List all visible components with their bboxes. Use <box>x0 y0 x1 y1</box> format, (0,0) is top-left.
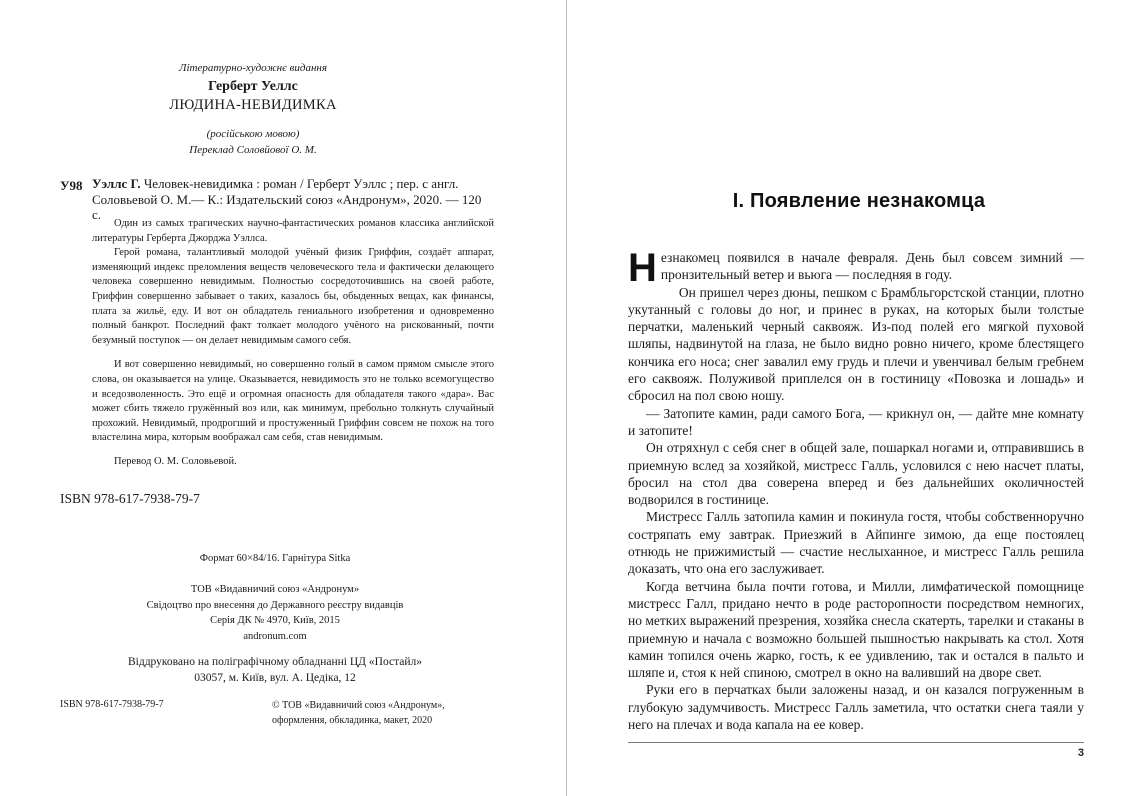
publisher-website: andronum.com <box>243 630 307 642</box>
chapter-title: I. Появление незнакомца <box>732 190 986 212</box>
copyright-notice <box>272 699 502 728</box>
format-line: Формат 60×84/16. Гарнітура Sitka <box>199 553 351 564</box>
catalog-text: Человек-невидимка : роман / Герберт Уэллс ; пер. с англ. Соловьевой О. М.— К.: Издательский союз «Андронум», 2020. — 120 с. <box>92 176 482 222</box>
text-paragraph: — Затопите камин, ради самого Бога, — крикнул он, — дайте мне комнату и затопите! <box>628 405 1084 438</box>
printer-line: Віддруковано на поліграфічному обладнанні ЦД «Постайл» <box>127 656 423 668</box>
footer-rule <box>628 742 1084 743</box>
drop-cap: Н <box>628 246 657 290</box>
text-paragraph: Мистресс Галль затопила камин и покинула гостя, чтобы собственноручно состряпать ему завтрак. Приезжий в Айпинге зимою, да еще постоялец отнюдь не прижимистый — счастие неслыханное, и мистресс Галль решила доказать, что она его заслуживает. <box>628 509 1084 577</box>
printer-info <box>60 654 490 686</box>
copyright-line: © ТОВ «Видавничий союз «Андронум», <box>272 700 445 711</box>
isbn-footer: ISBN 978-617-7938-79-7 <box>60 699 164 710</box>
udk-code: У98 <box>60 178 83 193</box>
first-paragraph-text: езнакомец появился в начале февраля. День был совсем зимний — пронзительный ветер и вьюга — последняя в году. <box>660 250 1084 283</box>
printer-address: 03057, м. Київ, вул. А. Цедіка, 12 <box>194 672 356 684</box>
book-title: ЛЮДИНА-НЕВИДИМКА <box>169 97 337 113</box>
text-paragraph: Он отряхнул с себя снег в общей зале, пошаркал ногами и, отправившись в приемную вслед за хозяйкой, мистресс Галль, условился с нею насчет платы, бросил на стол два соверена вперед и без дальнейших околичностей водворился в гостинице. <box>628 440 1084 508</box>
text-paragraph: Когда ветчина была почти готова, и Милли, лимфатической помощнице мистресс Галл, придано нечто в роде расторопности посредством немногих, но метких выражений презрения, хозяйка снесла скатерть, тарелки и стаканы в приемную и начала с возможно большей пышностью накрывать ка стол. Хотя камин топился очень жарко, гость, к ее удивлению, так и остался в пальто и шляпе и, стоя к ней спиною, смотрел в окно на валивший на дворе свет. <box>628 578 1084 681</box>
publisher-line: Свідоцтво про внесення до Державного реєстру видавців <box>146 599 404 611</box>
translator-note: Перевод О. М. Соловьевой. <box>114 455 237 467</box>
chapter-page <box>567 0 1130 796</box>
page-number: 3 <box>1077 747 1084 759</box>
catalog-record <box>92 176 492 223</box>
translation-credit: Переклад Соловйової О. М. <box>189 144 317 156</box>
publisher-line: ТОВ «Видавничий союз «Андронум» <box>190 584 360 595</box>
author-name: Герберт Уеллс <box>208 79 298 94</box>
text-paragraph <box>628 246 1084 290</box>
abstract-paragraph: Герой романа, талантливый молодой учёный физик Гриффин, создаёт аппарат, изменяющий индекс преломления веществ человеческого тела и фактически делающего человека совершенно невидимым. Полностью сосредоточившись на своей работе, Гриффин совершенно забывает о таких, казалось бы, обыденных вещах, как финансы, плата за жильё, еду. И вот он обладатель гениального изобретения и одновременно полный банкрот. Последний факт толкает молодого учёного на рискованный, почти безумный поступок — он делает невидимым самого себя. <box>92 247 494 346</box>
publisher-info <box>60 582 490 644</box>
text-paragraph: Он пришел через дюны, пешком с Брамбльгорстской станции, плотно укутанный с головы до ног, и принес в руках, на которых были толстые перчатки, маленький черный саквояж. Из-под полей его мягкой пуховой шляпы, надвинутой на глаза, не было видно ровно ничего, кроме блестящего кончика его носа; снег завалил ему грудь и плечи и увенчивал белым гребнем его саквояж. Полуживой приплелся он в гостиницу «Повозка и лошадь» и сбросил на пол свою ношу. <box>628 284 1084 404</box>
publisher-line: Серія ДК № 4970, Київ, 2015 <box>210 615 340 626</box>
edition-type: Літературно-художнє видання <box>179 62 327 74</box>
abstract-paragraph: Один из самых трагических научно-фантастических романов классика английской литературы Герберта Джорджа Уэллса. <box>92 218 494 244</box>
chapter-text <box>628 246 1084 733</box>
abstract <box>92 217 494 470</box>
copyright-line: оформлення, обкладинка, макет, 2020 <box>272 714 433 726</box>
abstract-paragraph: И вот совершенно невидимый, но совершенно голый в самом прямом смысле этого слова, он оказывается на улице. Оказывается, невидимость это не только всемогущество и вседозволенность. Это ещё и огромная опасность для обладателя такого «дара». Вас может сбить тяжело гружённый воз или, как минимум, пребольно толкнуть случайный прохожий. Невидимый, продрогший и простуженный Гриффин совсем не похож на того властелина мира, которым воображал сам себя, став невидимым. <box>92 359 494 444</box>
text-paragraph: Руки его в перчатках были заложены назад, и он казался погруженным в глубокую задумчивость. Мистресс Галль заметила, что остатки снега таяли у него на плечах и вода капала на ее ковер. <box>628 682 1084 733</box>
language-note: (російською мовою) <box>206 128 300 140</box>
catalog-author: Уэллс Г. <box>92 176 141 191</box>
isbn-main: ISBN 978-617-7938-79-7 <box>60 491 200 506</box>
